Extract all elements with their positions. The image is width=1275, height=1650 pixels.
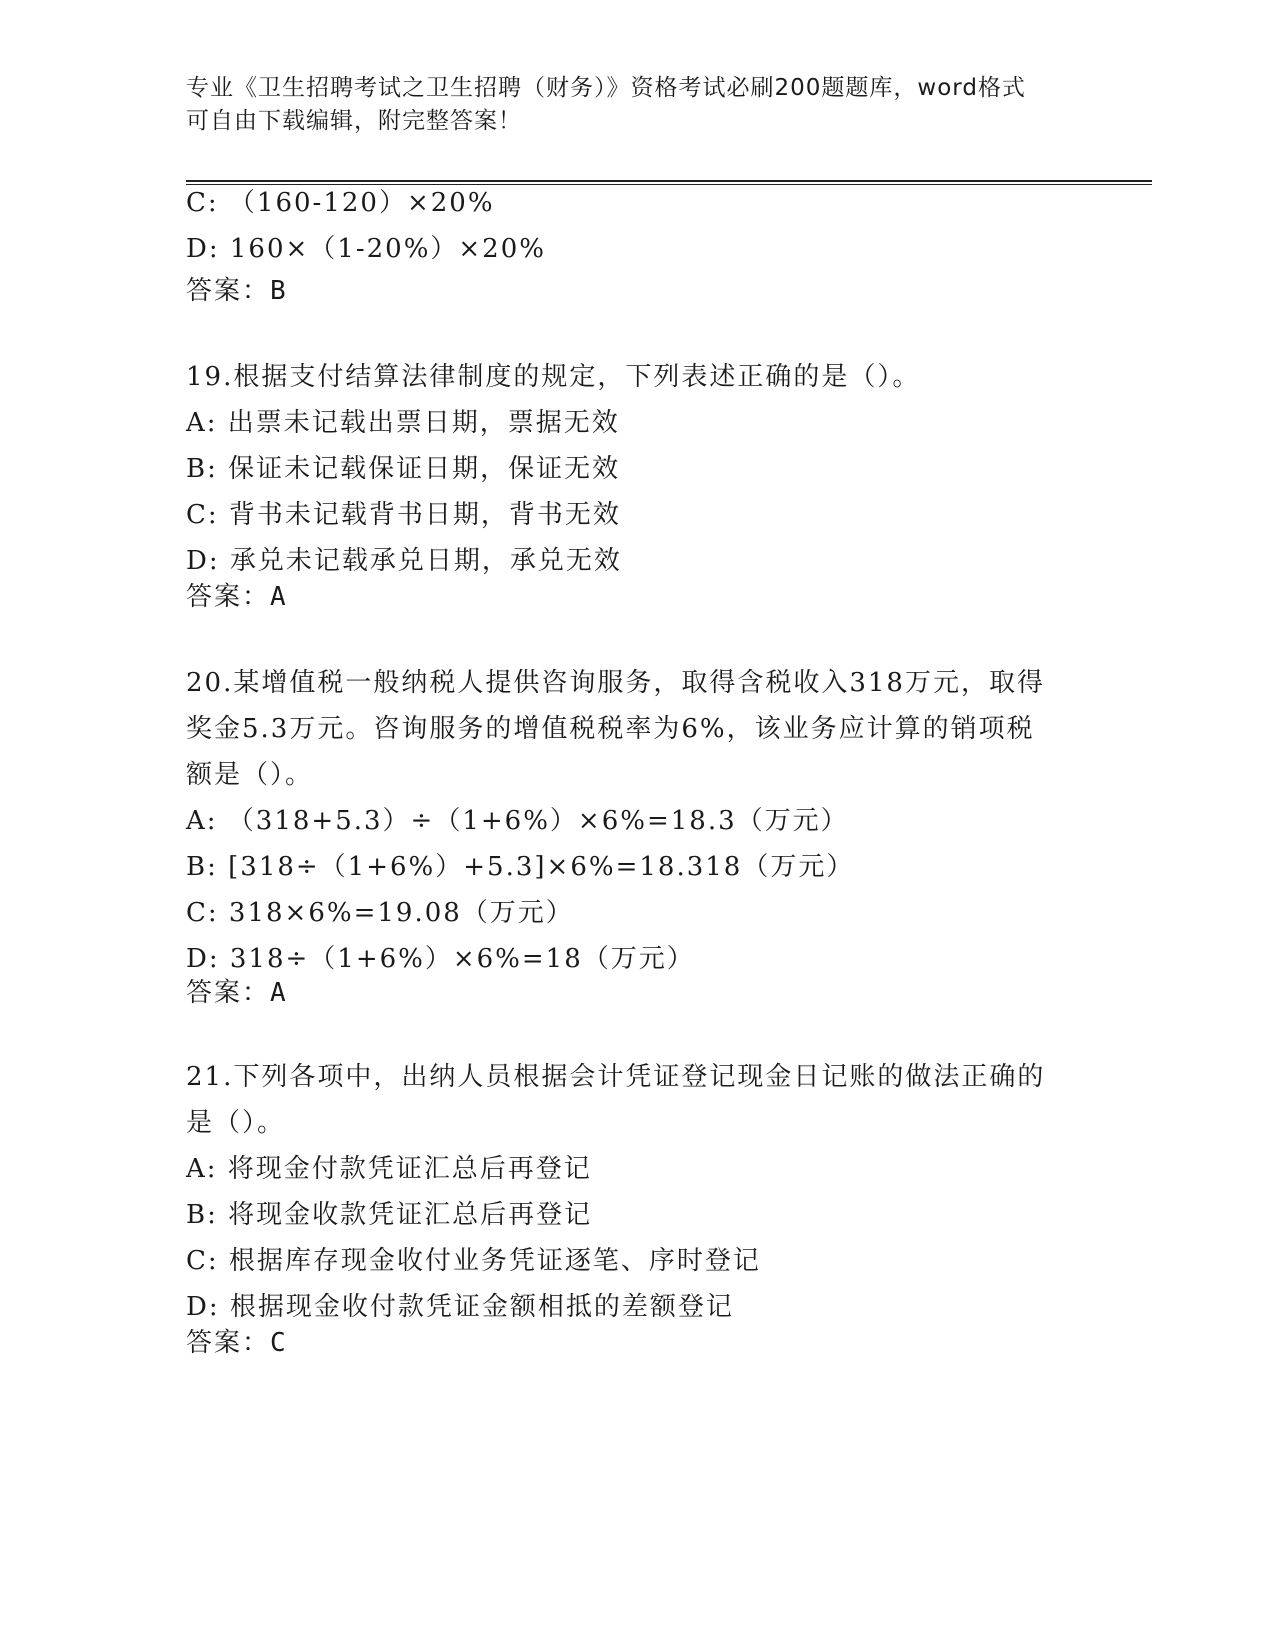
answer-label: 答案： [186, 582, 271, 612]
header-title-line-2: 可自由下载编辑，附完整答案！ [186, 108, 522, 134]
option-b: B: 将现金收款凭证汇总后再登记 [186, 1200, 593, 1230]
option-c: C: 根据库存现金收付业务凭证逐笔、序时登记 [186, 1246, 761, 1276]
option-b: B: [318÷（1+6%）+5.3]×6%=18.318（万元） [186, 852, 855, 882]
answer-value: A [270, 978, 288, 1008]
question-stem-line-2: 是（）。 [186, 1108, 286, 1138]
prev-question-answer [186, 268, 288, 314]
answer-label: 答案： [186, 1328, 271, 1358]
answer-value: B [270, 276, 288, 306]
question-19-answer [186, 574, 288, 620]
option-c: C: 318×6%=19.08（万元） [186, 898, 574, 928]
option-a: A: 出票未记载出票日期，票据无效 [186, 408, 620, 438]
option-d: D: 318÷（1+6%）×6%=18（万元） [186, 944, 695, 974]
answer-value: C [270, 1328, 288, 1358]
question-20-answer [186, 970, 288, 1016]
prev-question-options [186, 180, 1086, 272]
option-b: B: 保证未记载保证日期，保证无效 [186, 454, 621, 484]
question-stem-line-2: 奖金5.3万元。咨询服务的增值税税率为6%，该业务应计算的销项税 [186, 714, 1035, 744]
question-20 [186, 660, 1086, 982]
option-a: A: 将现金付款凭证汇总后再登记 [186, 1154, 592, 1184]
option-a: A: （318+5.3）÷（1+6%）×6%=18.3（万元） [186, 806, 849, 836]
question-stem-line-3: 额是（）。 [186, 760, 314, 790]
document-header [186, 72, 1066, 138]
answer-label: 答案： [186, 276, 271, 306]
question-21 [186, 1054, 1086, 1330]
question-19 [186, 354, 1086, 584]
answer-label: 答案： [186, 978, 271, 1008]
option-d: D: 根据现金收付款凭证金额相抵的差额登记 [186, 1292, 734, 1322]
answer-value: A [270, 582, 288, 612]
option-d: D: 160×（1-20%）×20% [186, 234, 546, 264]
question-21-answer [186, 1320, 288, 1366]
option-d: D: 承兑未记载承兑日期，承兑无效 [186, 546, 622, 576]
question-stem: 19.根据支付结算法律制度的规定，下列表述正确的是（）。 [186, 362, 921, 392]
header-title-line-1: 专业《卫生招聘考试之卫生招聘（财务）》资格考试必刷200题题库，word格式 [186, 75, 1026, 101]
option-c: C: 背书未记载背书日期，背书无效 [186, 500, 621, 530]
question-stem-line-1: 21.下列各项中，出纳人员根据会计凭证登记现金日记账的做法正确的 [186, 1062, 1046, 1092]
option-c: C: （160-120）×20% [186, 188, 495, 218]
question-stem-line-1: 20.某增值税一般纳税人提供咨询服务，取得含税收入318万元，取得 [186, 668, 1045, 698]
